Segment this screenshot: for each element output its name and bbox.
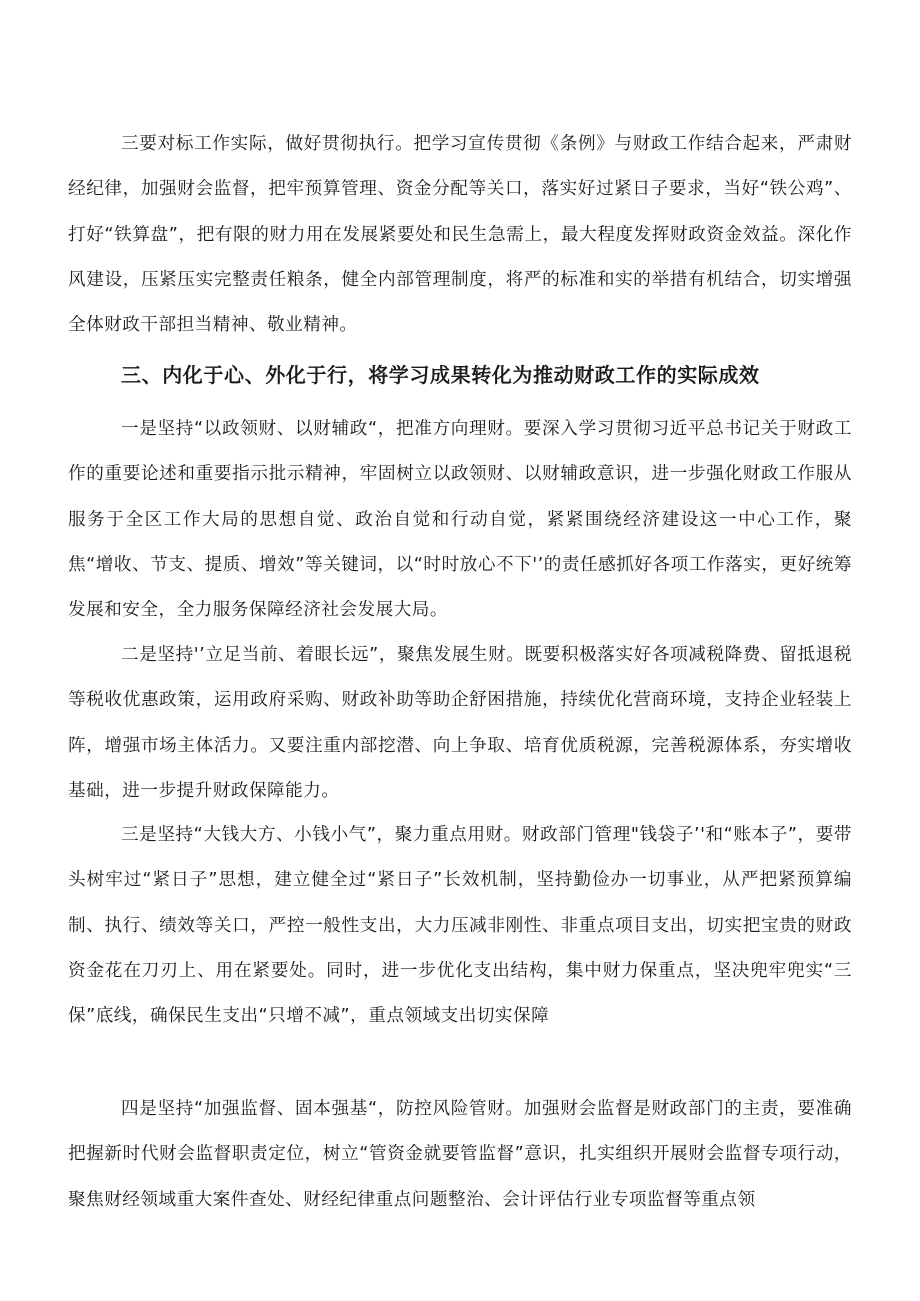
paragraph-point-two: 二是坚持'’立足当前、着眼长远”，聚焦发展生财。既要积极落实好各项减税降费、留抵退税等税收优惠政策，运用政府采购、财政补助等助企舒困措施，持续优化营商环境，支持企业轻装上阵，增强市场主体活力。又要注重内部挖潜、向上争取、培育优质税源，完善税源体系，夯实增收基础，进一步提升财政保障能力。 [68, 645, 852, 801]
section-heading-three: 三、内化于心、外化于行，将学习成果转化为推动财政工作的实际成效 [121, 363, 760, 387]
paragraph-align-work-reality: 三要对标工作实际，做好贯彻执行。把学习宣传贯彻《条例》与财政工作结合起来，严肃财经纪律，加强财会监督，把牢预算管理、资金分配等关口，落实好过紧日子要求，当好“铁公鸡”、打好“铁算盘”，把有限的财力用在发展紧要处和民生急需上，最大程度发挥财政资金效益。深化作风建设，压紧压实完整责任粮条，健全内部管理制度，将严的标准和实的举措有机结合，切实增强全体财政干部担当精神、敬业精神。 [68, 134, 852, 336]
paragraph-point-three: 三是坚持“大钱大方、小钱小气”，聚力重点用财。财政部门管理"钱袋子’'和“账本子”，要带头树牢过“紧日子”思想，建立健全过“紧日子”长效机制，坚持勤俭办一切事业，从严把紧预算编制、执行、绩效等关口，严控一般性支出，大力压减非刚性、非重点项目支出，切实把宝贵的财政资金花在刀刃上、用在紧要处。同时，进一步优化支出结构，集中财力保重点，坚决兜牢兜实“三保”底线，确保民生支出“只增不减”，重点领域支出切实保障 [68, 825, 852, 1027]
paragraph-point-one: 一是坚持“以政领财、以财辅政“，把准方向理财。要深入学习贯彻习近平总书记关于财政工作的重要论述和重要指示批示精神，牢固树立以政领财、以财辅政意识，进一步强化财政工作服从服务于全区工作大局的思想自觉、政治自觉和行动自觉，紧紧围绕经济建设这一中心工作，聚焦“增收、节支、提质、增效”等关键词，以“时时放心不下'’的责任感抓好各项工作落实，更好统筹发展和安全，全力服务保障经济社会发展大局。 [68, 419, 852, 621]
paragraph-point-four: 四是坚持“加强监督、固本强基“，防控风险管财。加强财会监督是财政部门的主责，要准确把握新时代财会监督职责定位，树立“管资金就要管监督”意识，扎实组织开展财会监督专项行动，聚焦财经领域重大案件查处、财经纪律重点问题整治、会计评估行业专项监督等重点领 [68, 1099, 852, 1210]
